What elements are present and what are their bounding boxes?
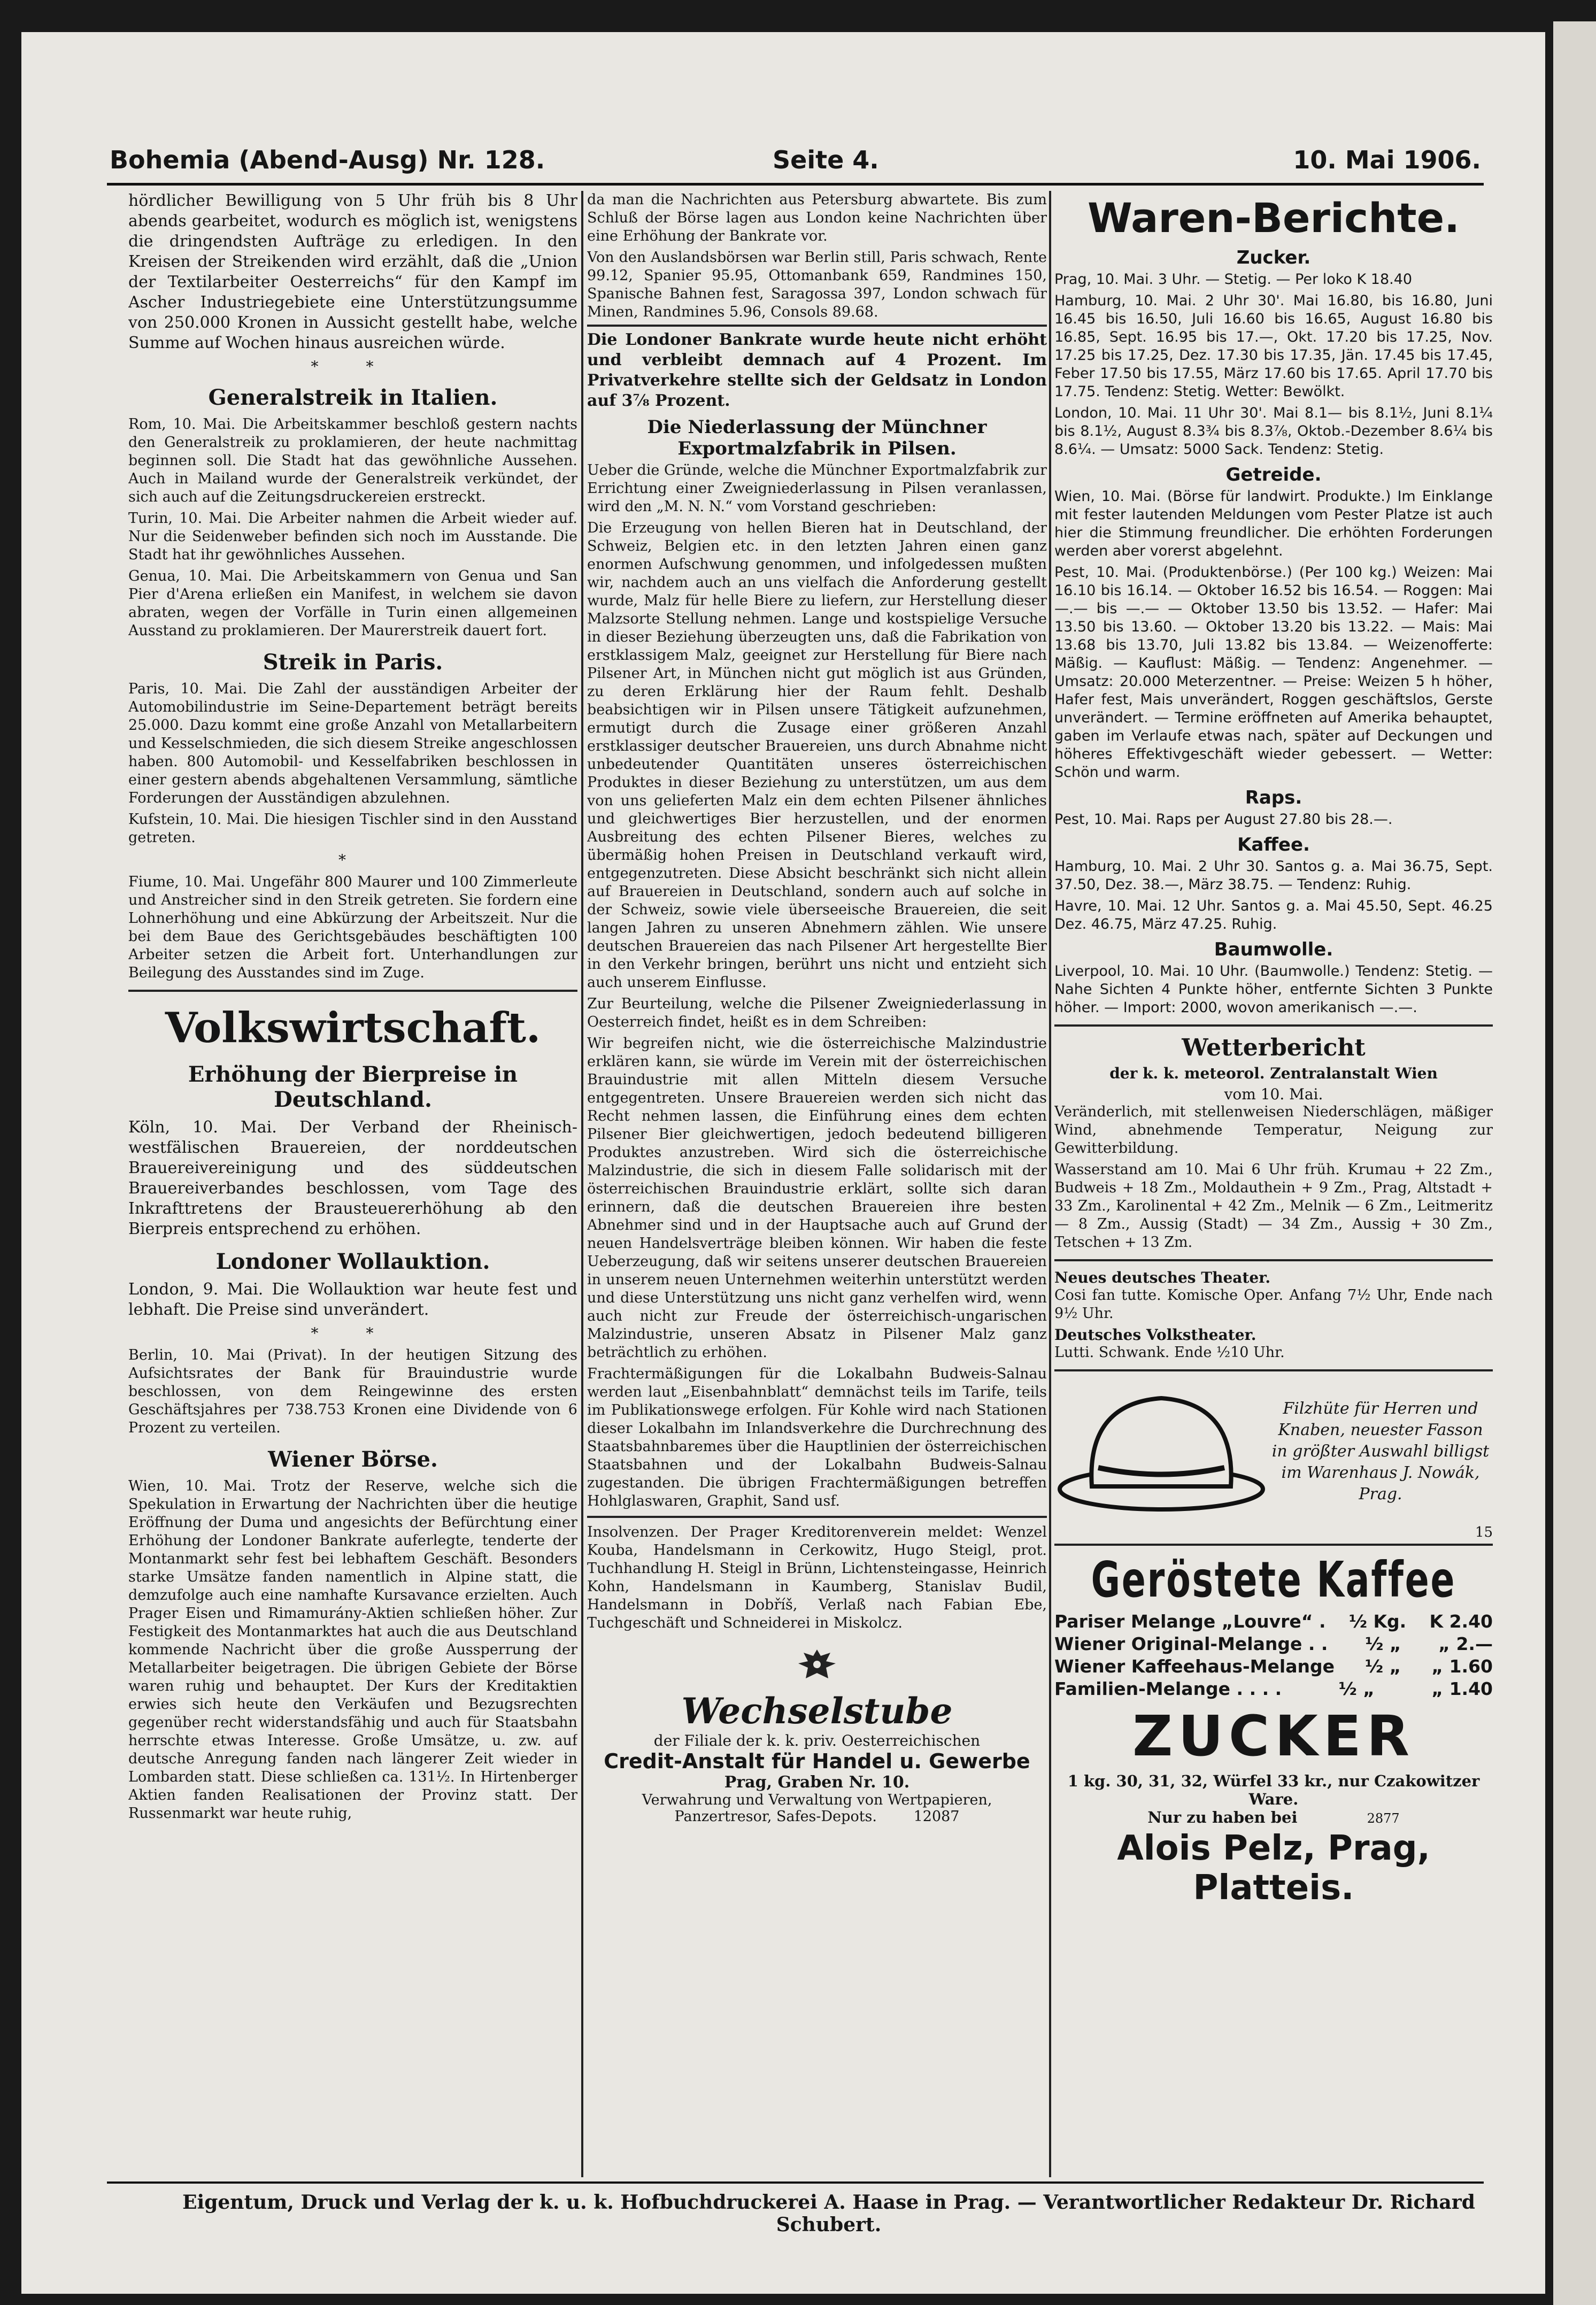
price-item-qty: ½ „ <box>1365 1633 1401 1654</box>
hat-ad-text: Filzhüte für Herren und Knaben, neuester Fasson in größter Auswahl billigst im Warenhaus J. Nowák, Prag. <box>1271 1399 1490 1504</box>
commodity-heading-baumwolle: Baumwolle. <box>1214 939 1333 960</box>
headline-exportmalzfabrik: Die Niederlassung der Münchner Exportmalzfabrik in Pilsen. <box>647 417 987 459</box>
price-item-name: Familien-Melange . . . . <box>1054 1678 1282 1699</box>
section-title-volkswirtschaft: Volkswirtschaft. <box>165 1004 541 1052</box>
wetter-date: vom 10. Mai. <box>1224 1085 1323 1103</box>
market-report: Hamburg, 10. Mai. 2 Uhr 30'. Mai 16.80, bis 16.80, Juni 16.45 bis 16.50, Juli 16.60 bis 16.65, August 16.80 bis 16.85, Sept. 16.95 bis 17.—, Okt. 17.20 bis 17.25, Nov. 17.25 bis 17.25, Dez. 17.30 bis 17.35, Jän. 17.45 bis 17.45, Feber 17.50 bis 17.55, März 17.60 bis 17.65. April 17.70 bis 17.75. Tendenz: Stetig. Wetter: Bewölkt. <box>1054 292 1493 400</box>
section-rule <box>128 990 577 992</box>
page-number: Seite 4. <box>773 145 879 174</box>
bowler-hat-icon <box>1054 1382 1268 1521</box>
article-quote: Wir begreifen nicht, wie die österreichische Malzindustrie erklären kann, sie würde im Verein mit der österreichischen Brauindustrie mit allen Mitteln diesem Versuche entgegentreten. Unsere Brauereien werden sich nicht das Recht nehmen lassen, die Einführung eines dem echten Pilsener Bier gleichwertigen, jedoch bedeutend billigeren Produktes anzustreben. Wird sich die österreichische Malzindustrie, die sich in diesem Falle solidarisch mit der österreichischen Brauindustrie erklärt, sollte sich daran erinnern, daß die deutschen Brauereien ihre besten Abnehmer sind und in der Hauptsache auch auf Grund der neuen Handelsverträge bleiben können. Wir haben die feste Ueberzeugung, daß wir seitens unserer deutschen Brauereien in unserem neuen Unternehmen weiterhin unterstützt werden und diese Unterstützung uns nicht ganz verhelfen wird, wenn auch nicht zur Freude der österreichisch-ungarischen Malzindustrie, unseren Absatz in Pilsener Malz ganz beträchtlich zu erhöhen. <box>587 1035 1047 1361</box>
price-row <box>1054 1678 1493 1700</box>
ad-number: 2877 <box>1367 1811 1400 1826</box>
zucker-title: ZUCKER <box>1132 1703 1415 1769</box>
article-text: Kufstein, 10. Mai. Die hiesigen Tischler sind in den Ausstand getreten. <box>128 811 577 846</box>
price-list <box>1054 1610 1493 1700</box>
article-text: Genua, 10. Mai. Die Arbeitskammern von Genua und San Pier d'Arena erließen ein Manifest, in welchem sie davon abraten, wegen der Vorfälle in Turin einen allgemeinen Ausstand zu proklamieren. Der Maurerstreik dauert fort. <box>128 568 577 639</box>
price-row <box>1054 1610 1493 1633</box>
section-rule <box>587 325 1047 327</box>
article-quote: Die Erzeugung von hellen Bieren hat in Deutschland, der Schweiz, Belgien etc. in den letzten Jahren einen ganz enormen Aufschwung genommen, und infolgedessen mußten wir, nachdem auch an uns vielfach die Anforderung gestellt wurde, Malz für helle Biere zu liefern, zur Herstellung dieser Malzsorte Stellung nehmen. Lange und kostspielige Versuche in dieser Beziehung überzeugten uns, daß die Fabrikation von erstklassigem Malz, geeignet zur Herstellung für Biere nach Pilsener Art, in München nicht gut möglich ist aus Gründen, zu deren Erklärung hier der Raum fehlt. Deshalb beabsichtigen wir in Pilsen unsere Tätigkeit aufzunehmen, ermutigt durch die Zusage einer größeren Anzahl erstklassiger deutscher Brauereien, uns durch Abnahme nicht unbedeutender Quantitäten unseres österreichischen Produktes in dieser Beziehung zu unterstützen, um aus dem von uns gelieferten Malz ein dem echten Pilsener ähnliches und gleichwertiges Bier herzustellen, und der enormen Ausbreitung des echten Pilsener Bieres, welches zu übermäßig hohen Preisen in Deutschland verkauft wird, entgegenzutreten. Diese Absicht beschränkt sich nicht allein auf Brauereien in Deutschland, sondern auch auf solche in der Schweiz, sowie viele überseeische Brauereien, die seit langen Jahren zu unseren Abnehmern zählen. Wie unsere deutschen Brauereien das nach Pilsener Art hergestellte Bier in den Verkehr bringen, berührt uns nicht und entzieht sich auch unserem Einflusse. <box>587 520 1047 991</box>
article-text: Frachtermäßigungen für die Lokalbahn Budweis-Salnau werden laut „Eisenbahnblatt“ demnächst teils im Tarife, teils im Publikationswege erfolgen. Für Kohle wird nach Stationen dieser Lokalbahn im Inlandsverkehre die Durchrechnung des Staatsbahnbaremes über die Hauptlinien der österreichischen Staatsbahnen und der Lokalbahn Budweis-Salnau zugestanden. Die übrigen Frachtermäßigungen betreffen Hohlglaswaren, Graphit, Sand usf. <box>587 1366 1047 1509</box>
ad-line: Panzertresor, Safes-Depots. <box>674 1808 877 1825</box>
section-rule <box>587 1516 1047 1518</box>
price-item-price: „ 1.60 <box>1431 1656 1493 1677</box>
price-item-qty: ½ „ <box>1338 1678 1375 1699</box>
kaffee-advertisement <box>1054 1551 1493 1908</box>
section-rule <box>1054 1259 1493 1261</box>
article-text: Paris, 10. Mai. Die Zahl der ausständigen Arbeiter der Automobilindustrie im Seine-Departement beträgt bereits 25.000. Dazu kommt eine große Anzahl von Metallarbeitern und Kesselschmieden, die sich diesem Streike angeschlossen haben. 800 Automobil- und Kesselfabriken beschlossen in einer gestern abends abgehaltenen Versammlung, sämtliche Forderungen der Ausständigen abzulehnen. <box>128 681 577 806</box>
article-text: Fiume, 10. Mai. Ungefähr 800 Maurer und 100 Zimmerleute und Anstreicher sind in den Streik getreten. Sie fordern eine Lohnerhöhung und eine Abkürzung der Arbeitszeit. Nur die bei dem Baue des Gerichtsgebäudes beschäftigten 100 Arbeiter setzen die Arbeit fort. Unterhandlungen zur Beilegung des Ausstandes sind im Zuge. <box>128 874 577 981</box>
wetter-source: der k. k. meteorol. Zentralanstalt Wien <box>1109 1065 1438 1082</box>
footer-rule <box>107 2181 1484 2184</box>
section-rule <box>1054 1369 1493 1371</box>
headline-generalstreik: Generalstreik in Italien. <box>208 385 498 410</box>
market-report: Wien, 10. Mai. (Börse für landwirt. Produkte.) Im Einklange mit fester lautenden Meldungen vom Pester Platze ist auch hier die Stimmung freundlicher. Die erhöhten Forderungen werden aber vorerst abgelehnt. <box>1054 488 1493 559</box>
article-text: Berlin, 10. Mai (Privat). In der heutigen Sitzung des Aufsichtsrates der Bank für Brauindustrie wurde beschlossen, von dem Reingewinne des ersten Geschäftsjahres per 738.753 Kronen eine Dividende von 6 Prozent zu verteilen. <box>128 1347 577 1436</box>
separator-stars: * * <box>311 1324 395 1342</box>
article-text: Von den Auslandsbörsen war Berlin still, Paris schwach, Rente 99.12, Spanier 95.95, Ottomanbank 659, Randmines 150, Spanische Bahnen fest, Saragossa 397, London schwach für Minen, Randmines 5.96, Consols 89.68. <box>587 249 1047 320</box>
price-item-price: „ 2.— <box>1438 1633 1493 1654</box>
price-item-name: Pariser Melange „Louvre“ . <box>1054 1611 1326 1632</box>
article-text: Wien, 10. Mai. Trotz der Reserve, welche sich die Spekulation in Erwartung der Nachrichten über die heutige Eröffnung der Duma und angesichts der Befürchtung einer Erhöhung der Londoner Bankrate auferlegte, tenderte der Montanmarkt sehr fest bei lebhaftem Geschäft. Besonders starke Umsätze fanden namentlich in Alpine statt, die demzufolge auch eine namhafte Kursavance erzielten. Auch Prager Eisen und Rimamurány-Aktien schließen höher. Zur Festigkeit des Montanmarktes hat auch die aus Deutschland kommende Nachricht über die große Aussperrung der Metallarbeiter beigetragen. Die übrigen Gebiete der Börse waren ruhig und behauptet. Der Kurs der Kreditaktien erwies sich heute den Verkäufen und Bezugsrechten gegenüber recht widerstandsfähig und auch für Staatsbahn herrschte etwas Interesse. Große Umsätze, u. zw. auf deutsche Anregung fanden nach längerer Zeit wieder in Lombarden statt. Diese schließen ca. 131½. In Hirtenberger Aktien fanden Realisationen der Provinz statt. Der Russenmarkt war heute ruhig, <box>128 1478 577 1822</box>
price-item-price: K 2.40 <box>1429 1611 1493 1632</box>
price-row <box>1054 1633 1493 1655</box>
market-report: London, 10. Mai. 11 Uhr 30'. Mai 8.1— bis 8.1½, Juni 8.1¼ bis 8.1½, August 8.3¾ bis 8.3⅞, Oktob.-Dezember 8.6¼ bis 8.6¼. — Umsatz: 5000 Sack. Tendenz: Stetig. <box>1054 405 1493 458</box>
header-rule <box>107 183 1484 186</box>
masthead: Bohemia (Abend-Ausg) Nr. 128. <box>110 145 545 174</box>
theater-listing: Cosi fan tutte. Komische Oper. Anfang 7½ Uhr, Ende nach 9½ Uhr. <box>1054 1287 1493 1322</box>
kaffee-title: Geröstete Kaffee <box>1091 1551 1456 1608</box>
headline-wollauktion: Londoner Wollauktion. <box>215 1249 490 1274</box>
article-text: Zur Beurteilung, welche die Pilsener Zweigniederlassung in Oesterreich findet, heißt es in dem Schreiben: <box>587 996 1047 1030</box>
theater-heading: Neues deutsches Theater. <box>1054 1269 1271 1286</box>
article-text: Köln, 10. Mai. Der Verband der Rheinisch-westfälischen Brauereien, der norddeutschen Brauereivereinigung und des süddeutschen Brauereiverbandes beschlossen, vom Tage des Inkrafttretens der Brausteuererhöhung ab den Bierpreis entsprechend zu erhöhen. <box>128 1118 577 1238</box>
section-rule <box>1054 1544 1493 1546</box>
price-item-qty: ½ Kg. <box>1348 1611 1407 1632</box>
headline-wiener-boerse: Wiener Börse. <box>268 1447 438 1472</box>
pelz-address: Alois Pelz, Prag, Platteis. <box>1117 1829 1430 1908</box>
market-report: Prag, 10. Mai. 3 Uhr. — Stetig. — Per loko K 18.40 <box>1054 271 1413 288</box>
ad-line: der Filiale der k. k. priv. Oesterreichischen <box>653 1732 981 1749</box>
double-eagle-emblem-icon <box>793 1645 841 1688</box>
theater-listing: Lutti. Schwank. Ende ½10 Uhr. <box>1054 1344 1285 1361</box>
article-text: London, 9. Mai. Die Wollauktion war heute fest und lebhaft. Die Preise sind unverändert. <box>128 1280 577 1319</box>
column-middle <box>587 191 1047 2164</box>
page-header <box>110 145 1481 179</box>
water-level-report: Wasserstand am 10. Mai 6 Uhr früh. Krumau + 22 Zm., Budweis + 18 Zm., Moldauthein + 9 Zm., Prag, Altstadt + 33 Zm., Karolinental + 42 Zm., Melnik — 6 Zm., Leitmeritz — 8 Zm., Aussig (Stadt) — 34 Zm., Aussig + 30 Zm., Tetschen + 13 Zm. <box>1054 1161 1493 1251</box>
theater-heading: Deutsches Volkstheater. <box>1054 1326 1256 1344</box>
price-row <box>1054 1655 1493 1678</box>
article-text: Ueber die Gründe, welche die Münchner Exportmalzfabrik zur Errichtung einer Zweigniederlassung in Pilsen veranlassen, wird den „M. N. N.“ vom Vorstand geschrieben: <box>587 462 1047 515</box>
column-divider <box>1049 191 1051 2177</box>
commodity-heading-zucker: Zucker. <box>1236 247 1311 268</box>
article-text: da man die Nachrichten aus Petersburg abwartete. Bis zum Schluß der Börse lagen aus London keine Nachrichten über eine Erhöhung der Bankrate vor. <box>587 191 1047 244</box>
column-left <box>128 191 577 2164</box>
column-right <box>1054 191 1493 2164</box>
market-report: Liverpool, 10. Mai. 10 Uhr. (Baumwolle.) Tendenz: Stetig. — Nahe Sichten 4 Punkte höher, entfernte Sichten 3 Punkte höher. — Import: 2000, wovon amerikanisch —.—. <box>1054 963 1493 1016</box>
nur-text: Nur zu haben bei <box>1147 1808 1298 1826</box>
commodity-heading-raps: Raps. <box>1245 787 1302 808</box>
article-text: Die Londoner Bankrate wurde heute nicht erhöht und verbleibt demnach auf 4 Prozent. Im Privatverkehre stellte sich der Geldsatz in London auf 3⅞ Prozent. <box>587 330 1047 410</box>
ad-number: 15 <box>1475 1524 1493 1540</box>
headline-streik-paris: Streik in Paris. <box>263 650 443 675</box>
article-text: Insolvenzen. Der Prager Kreditorenverein meldet: Wenzel Kouba, Handelsmann in Cerkowitz, Hugo Steigl, prot. Tuchhandlung H. Steigl in Brünn, Lichtensteingasse, Heinrich Kohn, Handelsmann in Kaumberg, Stanislav Budil, Handelsmann in Dobříš, Verlaß nach Fabian Ebe, Tuchgeschäft und Schneiderei in Miskolcz. <box>587 1524 1047 1631</box>
ad-number: 12087 <box>913 1808 960 1825</box>
market-report: Havre, 10. Mai. 12 Uhr. Santos g. a. Mai 45.50, Sept. 46.25 Dez. 46.75, März 47.25. Ruhig. <box>1054 898 1493 932</box>
price-item-price: „ 1.40 <box>1431 1678 1493 1699</box>
issue-date: 10. Mai 1906. <box>1293 145 1481 174</box>
wechselstube-title: Wechselstube <box>681 1690 953 1732</box>
wetterbericht-title: Wetterbericht <box>1182 1034 1366 1061</box>
ad-line: Credit-Anstalt für Handel u. Gewerbe <box>604 1749 1030 1773</box>
commodity-heading-kaffee: Kaffee. <box>1237 834 1310 855</box>
separator-stars: * * <box>311 358 395 375</box>
price-item-name: Wiener Kaffeehaus-Melange <box>1054 1656 1335 1677</box>
separator-stars: * <box>338 851 367 869</box>
weather-report: Veränderlich, mit stellenweisen Niederschlägen, mäßiger Wind, abnehmende Temperatur, Neigung zur Gewitterbildung. <box>1054 1104 1493 1157</box>
article-text: Rom, 10. Mai. Die Arbeitskammer beschloß gestern nachts den Generalstreik zu proklamieren, der heute nachmittag beginnen soll. Die Stadt hat das gewöhnliche Aussehen. Auch in Mailand wurde der Generalstreik verkündet, der sich auch auf die Zeitungsdruckereien erstreckt. <box>128 416 577 505</box>
price-item-name: Wiener Original-Melange . . <box>1054 1633 1328 1654</box>
imprint-footer: Eigentum, Druck und Verlag der k. u. k. Hofbuchdruckerei A. Haase in Prag. — Verantwortlicher Redakteur Dr. Richard Schubert. <box>182 2191 1475 2236</box>
headline-bierpreise: Erhöhung der Bierpreise in Deutschland. <box>188 1062 518 1112</box>
zucker-text: 1 kg. 30, 31, 32, Würfel 33 kr., nur Czakowitzer Ware. <box>1067 1772 1480 1808</box>
bank-advertisement <box>587 1645 1047 1825</box>
price-item-qty: ½ „ <box>1365 1656 1401 1677</box>
market-report: Pest, 10. Mai. Raps per August 27.80 bis 28.—. <box>1054 811 1393 828</box>
article-text: Turin, 10. Mai. Die Arbeiter nahmen die Arbeit wieder auf. Nur die Seidenweber befinden sich noch im Ausstande. Die Stadt hat ihr gewöhnliches Aussehen. <box>128 510 577 563</box>
market-report: Pest, 10. Mai. (Produktenbörse.) (Per 100 kg.) Weizen: Mai 16.10 bis 16.14. — Oktober 16.52 bis 16.54. — Roggen: Mai —.— bis —.— — Oktober 13.50 bis 13.52. — Hafer: Mai 13.50 bis 13.60. — Oktober 13.20 bis 13.22. — Mais: Mai 13.68 bis 13.70, Juli 13.82 bis 13.84. — Weizenofferte: Mäßig. — Kauflust: Mäßig. — Tendenz: Angenehmer. — Umsatz: 20.000 Meterzentner. — Preise: Weizen 5 h höher, Hafer fest, Mais unverändert, Roggen geschäftslos, Gerste unverändert. — Termine eröffneten auf Amerika behauptet, gaben im Verlaufe etwas nach, später auf Deckungen und höheres Effektivgeschäft wieder gebessert. — Wetter: Schön und warm. <box>1054 564 1493 781</box>
commodity-heading-getreide: Getreide. <box>1225 464 1322 485</box>
hat-advertisement <box>1054 1382 1493 1521</box>
section-rule <box>1054 1024 1493 1027</box>
waren-berichte-title: Waren-Berichte. <box>1088 194 1460 242</box>
column-divider <box>581 191 583 2177</box>
ad-address: Prag, Graben Nr. 10. <box>724 1773 910 1792</box>
market-report: Hamburg, 10. Mai. 2 Uhr 30. Santos g. a. Mai 36.75, Sept. 37.50, Dez. 38.—, März 38.75. — Tendenz: Ruhig. <box>1054 858 1493 893</box>
article-text: hördlicher Bewilligung von 5 Uhr früh bis 8 Uhr abends gearbeitet, wodurch es möglich ist, wenigstens die dringendsten Aufträge zu erledigen. In den Kreisen der Streikenden wird erzählt, daß die „Union der Textilarbeiter Oesterreichs“ für den Kampf im Ascher Industriegebiete eine Unterstützungsumme von 250.000 Kronen in Aussicht gestellt habe, welche Summe auf Wochen hinaus ausreichen würde. <box>128 191 577 352</box>
adjacent-page-edge <box>1553 21 1596 2305</box>
ad-line: Verwahrung und Verwaltung von Wertpapieren, <box>642 1792 992 1808</box>
